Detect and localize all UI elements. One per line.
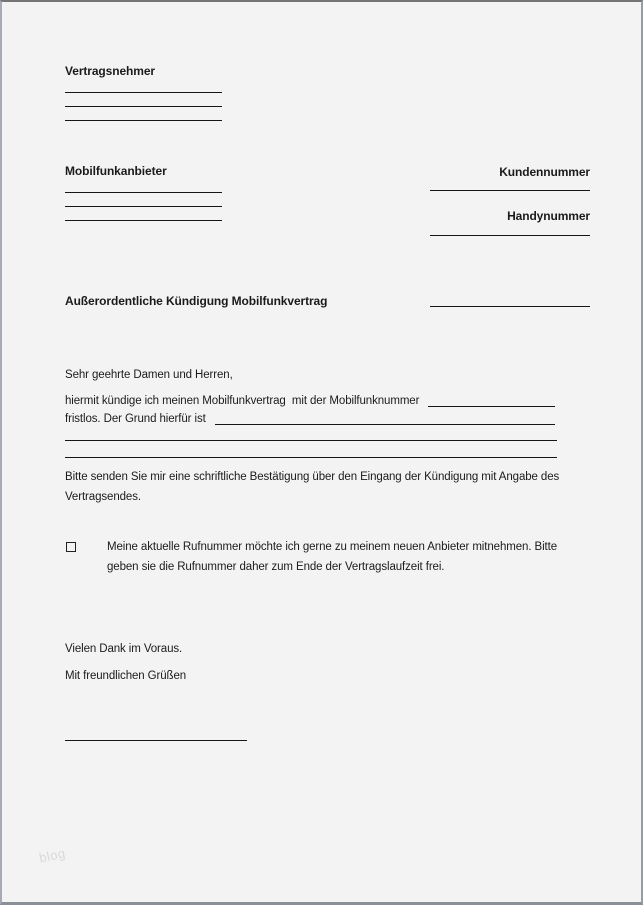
phone-number-line bbox=[430, 235, 590, 236]
reason-blank bbox=[215, 423, 555, 425]
blank-line bbox=[65, 220, 222, 221]
reason-line-2 bbox=[65, 440, 557, 441]
signature-line bbox=[65, 740, 247, 741]
blank-line bbox=[65, 120, 222, 121]
closing-line: Mit freundlichen Grüßen bbox=[65, 670, 187, 682]
phone-number-label: Handynummer bbox=[507, 209, 590, 223]
blank-line bbox=[65, 206, 222, 207]
confirmation-paragraph: Bitte senden Sie mir eine schriftliche Bestätigung über den Eingang der Kündigung mit Angabe des Vertragsendes. bbox=[65, 471, 560, 503]
portability-paragraph: Meine aktuelle Rufnummer möchte ich gerne zu meinem neuen Anbieter mitnehmen. Bitte geben sie die Rufnummer daher zum Ende der Vertragslaufzeit frei. bbox=[107, 541, 558, 573]
watermark-text: blog bbox=[37, 845, 67, 866]
mobile-number-blank bbox=[428, 405, 555, 407]
body-line-1 bbox=[65, 392, 555, 407]
body-line-1-text: hiermit kündige ich meinen Mobilfunkvertrag mit der Mobilfunknummer bbox=[65, 395, 420, 407]
salutation: Sehr geehrte Damen und Herren, bbox=[65, 369, 233, 381]
reason-line-3 bbox=[65, 457, 557, 458]
blank-line bbox=[65, 106, 222, 107]
date-line bbox=[430, 306, 590, 307]
provider-label: Mobilfunkanbieter bbox=[65, 164, 167, 178]
subject-title: Außerordentliche Kündigung Mobilfunkvertrag bbox=[65, 294, 328, 308]
thanks-line: Vielen Dank im Voraus. bbox=[65, 643, 183, 655]
body-line-2 bbox=[65, 410, 555, 425]
recipient-label: Vertragsnehmer bbox=[65, 64, 155, 78]
body-line-2-text: fristlos. Der Grund hierfür ist bbox=[65, 413, 206, 425]
customer-number-label: Kundennummer bbox=[499, 165, 590, 179]
checkbox-icon bbox=[66, 542, 76, 552]
customer-number-line bbox=[430, 190, 590, 191]
blank-line bbox=[65, 92, 222, 93]
blank-line bbox=[65, 192, 222, 193]
